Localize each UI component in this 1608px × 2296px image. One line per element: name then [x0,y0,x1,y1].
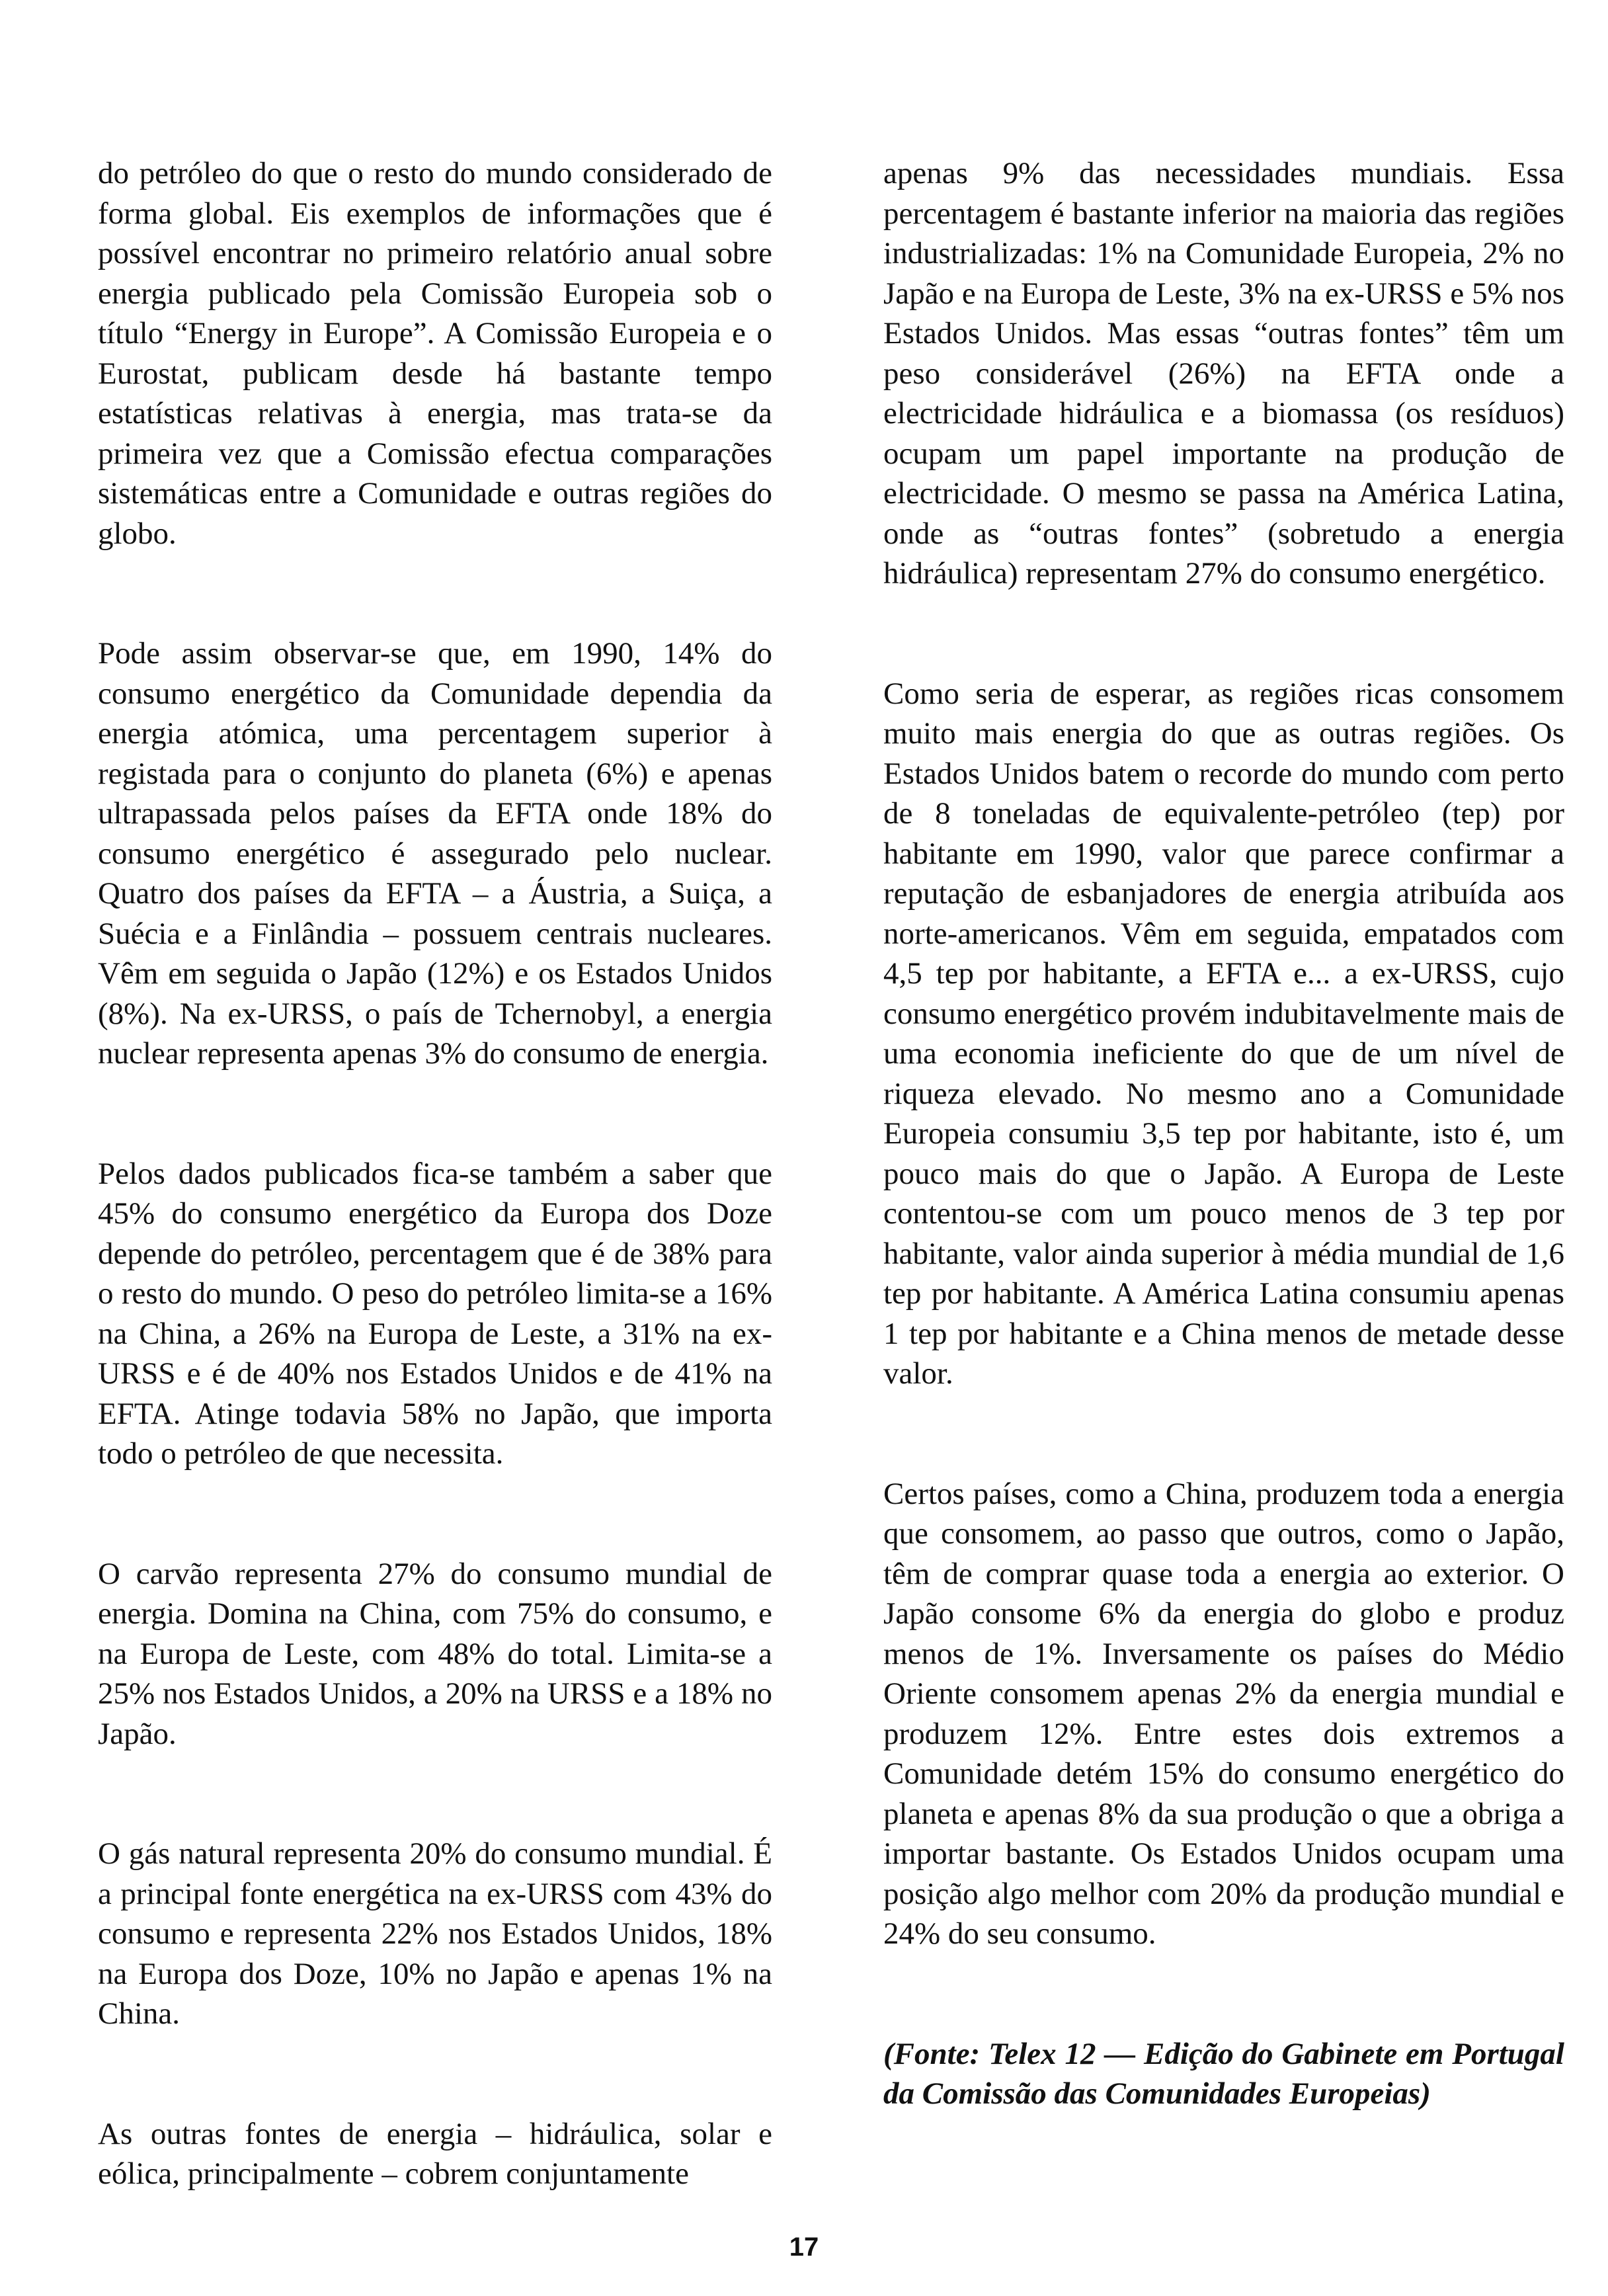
paragraph: Pode assim observar-se que, em 1990, 14% do consumo energético da Comunidade dependia da energia atómica, uma percentagem superior à registada para o conjunto do planeta (6%) e apenas ultrapassada pelos países da EFTA onde 18% do consumo energético é assegurado pelo nuclear. Quatro dos países da EFTA – a Áustria, a Suiça, a Suécia e a Finlândia – possuem centrais nucleares. Vêm em seguida o Japão (12%) e os Estados Unidos (8%). Na ex-URSS, o país de Tchernobyl, a energia nuclear representa apenas 3% do consumo de energia. [98,636,772,1071]
source-citation: (Fonte: Telex 12 — Edição do Gabinete em Portugal da Comissão das Comunidades Europeias) [883,2036,1564,2111]
left-column [98,153,772,2194]
paragraph: O carvão representa 27% do consumo mundial de energia. Domina na China, com 75% do consumo, e na Europa de Leste, com 48% do total. Limita-se a 25% nos Estados Unidos, a 20% na URSS e a 18% no Japão. [98,1556,772,1751]
page-number: 17 [789,2233,819,2262]
right-column [883,153,1564,2114]
paragraph: apenas 9% das necessidades mundiais. Essa percentagem é bastante inferior na maioria das regiões industrializadas: 1% na Comunidade Europeia, 2% no Japão e na Europa de Leste, 3% na ex-URSS e 5% nos Estados Unidos. Mas essas “outras fontes” têm um peso considerável (26%) na EFTA onde a electricidade hidráulica e a biomassa (os resíduos) ocupam um papel importante na produção de electricidade. O mesmo se passa na América Latina, onde as “outras fontes” (sobretudo a energia hidráulica) representam 27% do consumo energético. [883,156,1564,591]
paragraph: As outras fontes de energia – hidráulica, solar e eólica, principalmente – cobrem conjuntamente [98,2116,772,2191]
paragraph: O gás natural representa 20% do consumo mundial. É a principal fonte energética na ex-URSS com 43% do consumo e representa 22% nos Estados Unidos, 18% na Europa dos Doze, 10% no Japão e apenas 1% na China. [98,1836,772,2031]
paragraph: Certos países, como a China, produzem toda a energia que consomem, ao passo que outros, como o Japão, têm de comprar quase toda a energia ao exterior. O Japão consome 6% da energia do globo e produz menos de 1%. Inversamente os países do Médio Oriente consomem apenas 2% da energia mundial e produzem 12%. Entre estes dois extremos a Comunidade detém 15% do consumo energético do planeta e apenas 8% da sua produção o que a obriga a importar bastante. Os Estados Unidos ocupam uma posição algo melhor com 20% da produção mundial e 24% do seu consumo. [883,1476,1564,1951]
paragraph: Como seria de esperar, as regiões ricas consomem muito mais energia do que as outras regiões. Os Estados Unidos batem o recorde do mundo com perto de 8 toneladas de equivalente-petróleo (tep) por habitante em 1990, valor que parece confirmar a reputação de esbanjadores de energia atribuída aos norte-americanos. Vêm em seguida, empatados com 4,5 tep por habitante, a EFTA e... a ex-URSS, cujo consumo energético provém indubitavelmente mais de uma economia ineficiente do que de um nível de riqueza elevado. No mesmo ano a Comunidade Europeia consumiu 3,5 tep por habitante, isto é, um pouco mais do que o Japão. A Europa de Leste contentou-se com um pouco menos de 3 tep por habitante, valor ainda superior à média mundial de 1,6 tep por habitante. A América Latina consumiu apenas 1 tep por habitante e a China menos de metade desse valor. [883,676,1564,1391]
paragraph: Pelos dados publicados fica-se também a saber que 45% do consumo energético da Europa dos Doze depende do petróleo, percentagem que é de 38% para o resto do mundo. O peso do petróleo limita-se a 16% na China, a 26% na Europa de Leste, a 31% na ex-URSS e é de 40% nos Estados Unidos e de 41% na EFTA. Atinge todavia 58% no Japão, que importa todo o petróleo de que necessita. [98,1156,772,1471]
paragraph: do petróleo do que o resto do mundo considerado de forma global. Eis exemplos de informações que é possível encontrar no primeiro relatório anual sobre energia publicado pela Comissão Europeia sob o título “Energy in Europe”. A Comissão Europeia e o Eurostat, publicam desde há bastante tempo estatísticas relativas à energia, mas trata-se da primeira vez que a Comissão efectua comparações sistemáticas entre a Comunidade e outras regiões do globo. [98,156,772,551]
